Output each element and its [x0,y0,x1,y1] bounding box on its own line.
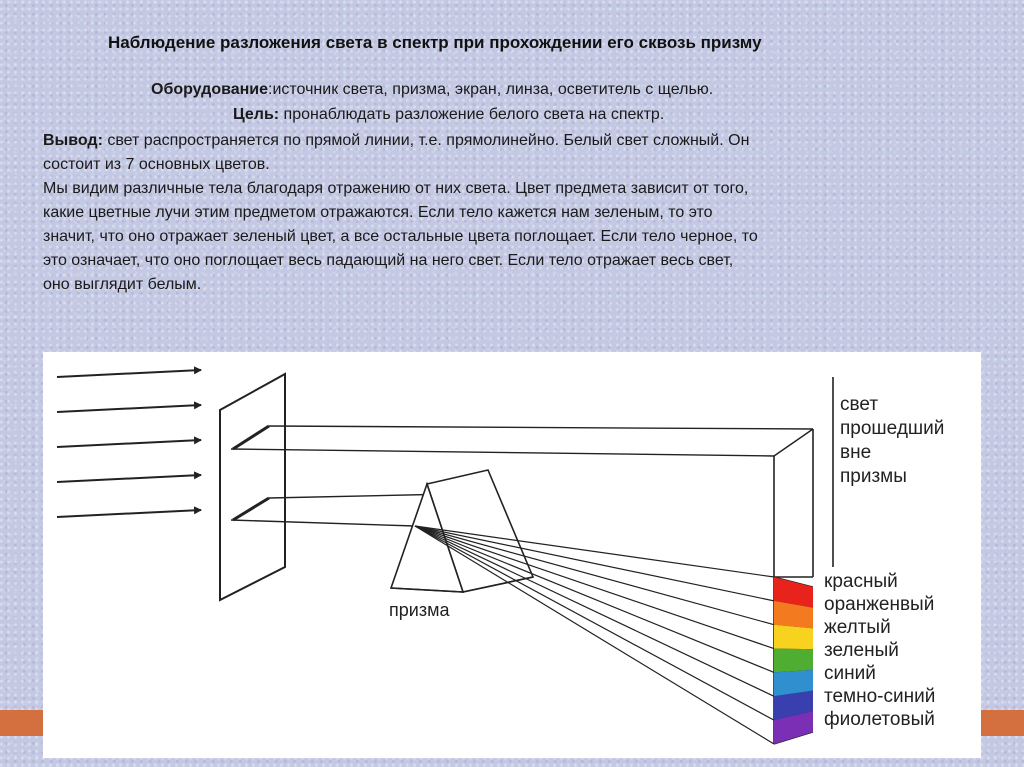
paragraph-line-5: оно выглядит белым. [43,276,202,293]
dispersed-ray [415,526,774,744]
spectrum-bands [774,577,813,744]
equipment-label: Оборудование [151,81,269,98]
spectrum-labels [824,571,935,730]
spectrum-band [774,625,813,649]
spectrum-band [774,649,813,673]
spectrum-label-violet: фиолетовый [824,709,935,730]
incoming-ray [57,510,201,517]
spectrum-label-green: зеленый [824,640,899,661]
slit-panel [220,374,285,600]
conclusion-line-2: состоит из 7 основных цветов. [43,156,270,173]
spectrum-label-red: красный [824,571,898,592]
goal-label: Цель: [233,106,280,123]
dispersed-rays [415,526,813,744]
paragraph-line-3: значит, что оно отражает зеленый цвет, а все остальные цвета поглощает. Если тело черное, то [43,228,758,245]
incoming-ray [57,475,201,482]
paragraph-line-4: это означает, что оно поглощает весь падающий на него свет. Если тело отражает весь свет, [43,252,734,269]
paragraph-line-2: какие цветные лучи этим предметом отражаются. Если тело кажется нам зеленым, то это [43,204,713,221]
dispersed-ray [415,526,774,672]
goal-text: пронаблюдать разложение белого света на спектр. [279,106,665,123]
spectrum-label-orange: оранженвый [824,594,935,615]
dispersed-ray [415,526,774,720]
outside-light-label-line: свет [840,394,879,415]
equipment-text: :источник света, призма, экран, линза, осветитель с щелью. [268,81,714,98]
conclusion-line-1: свет распространяется по прямой линии, т.е. прямолинейно. Белый свет сложный. Он [102,132,750,149]
conclusion-label: Вывод: [43,132,103,149]
incoming-ray [57,370,201,377]
spectrum-label-yellow: желтый [824,617,891,638]
prism-diagram [43,352,981,758]
incoming-ray [57,405,201,412]
outside-light-label-line: призмы [840,466,907,487]
prism-label: призма [389,600,450,620]
prism [391,470,533,592]
outside-light-label-line: прошедший [840,418,945,439]
incoming-ray [57,440,201,447]
conclusion-block [43,129,983,297]
spectrum-label-blue: синий [824,663,876,684]
paragraph-line-1: Мы видим различные тела благодаря отражению от них света. Цвет предмета зависит от того, [43,180,749,197]
slide-title: Наблюдение разложения света в спектр при прохождении его сквозь призму [108,33,762,52]
outside-light-label [840,394,944,487]
incoming-rays [57,370,201,517]
equipment-line [43,78,983,102]
prism-diagram-svg [43,352,981,758]
goal-line [43,103,983,127]
outside-beam [231,426,813,456]
spectrum-label-dark-blue: темно-синий [824,686,936,707]
outside-light-label-line: вне [840,442,872,463]
